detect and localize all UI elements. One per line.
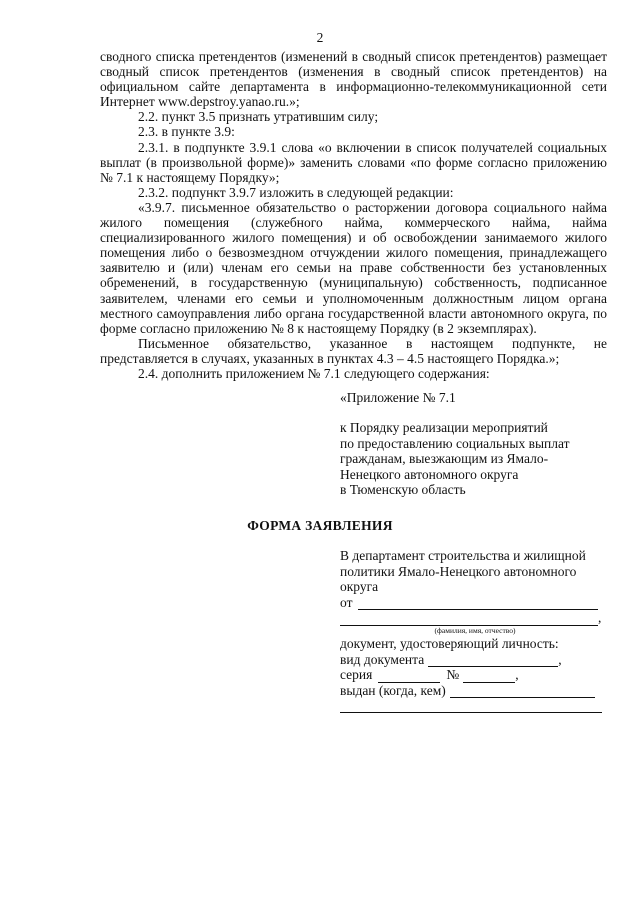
addressee-line: политики Ямало-Ненецкого автономного: [340, 563, 577, 579]
issued-label: выдан (когда, кем): [340, 682, 446, 698]
from-label: от: [340, 594, 353, 610]
form-title: ФОРМА ЗАЯВЛЕНИЯ: [247, 518, 393, 533]
doc-type-field: [340, 652, 610, 668]
appendix-ref-line: Ненецкого автономного округа: [340, 466, 519, 482]
name-blank[interactable]: [340, 611, 598, 626]
doc-type-label: вид документа: [340, 651, 425, 667]
from-blank[interactable]: [358, 597, 598, 610]
name-field: [340, 610, 610, 626]
paragraph-2-3: 2.3. в пункте 3.9:: [138, 124, 235, 140]
appendix-ref-line: гражданам, выезжающим из Ямало-: [340, 451, 549, 467]
document-body: [100, 49, 607, 381]
doc-type-comma: ,: [558, 651, 562, 667]
paragraph-2-3-2: 2.3.2. подпункт 3.9.7 изложить в следующей редакции:: [138, 184, 454, 200]
issued-blank[interactable]: [450, 685, 595, 698]
from-field: [340, 595, 610, 611]
page-number: 2: [316, 30, 324, 45]
paragraph-continuation: сводного списка претендентов (изменений в сводный список претендентов) размещает сводный список претендентов (изменения в сводный список претендентов) на официальном сайте департамента в информационно-телекоммуникационной сети Интернет www.depstroy.yanao.ru.»;: [100, 49, 607, 110]
addressee-line: округа: [340, 579, 379, 595]
id-document-label: документ, удостоверяющий личность:: [340, 635, 559, 651]
paragraph-3-9-7: «3.9.7. письменное обязательство о расторжении договора социального найма жилого помещения (служебного найма, коммерческого найма, найма специализированного жилого помещения) и об освобождении занимаемого жилого помещения либо о безвозмездном отчуждении жилого помещения, принадлежащего заявителю и (или) членам его семьи на праве собственности без установленных обременений, в государственную (муниципальную) собственность, подписанное заявителем, членами его семьи и уполномоченным должностным лицом органа местного самоуправления либо органа государственной власти автономного округа, по форме согласно приложению № 8 к настоящему Порядку (в 2 экземплярах).: [100, 199, 607, 336]
paragraph-obligation-note: Письменное обязательство, указанное в настоящем подпункте, не представляется в случаях, указанных в пунктах 4.3 – 4.5 настоящего Порядка.»;: [100, 335, 607, 366]
appendix-ref-line: к Порядку реализации мероприятий: [340, 420, 548, 435]
appendix-reference: [340, 420, 610, 498]
paragraph-2-4: 2.4. дополнить приложением № 7.1 следующего содержания:: [138, 365, 490, 381]
doc-type-blank[interactable]: [428, 654, 558, 667]
addressee-line: В департамент строительства и жилищной: [340, 548, 586, 563]
name-comma: ,: [598, 610, 602, 626]
paragraph-2-3-1: 2.3.1. в подпункте 3.9.1 слова «о включении в список получателей социальных выплат (в произвольной форме)» заменить словами «по форме согласно приложению № 7.1 к настоящему Порядку»;: [100, 139, 607, 185]
paragraph-2-2: 2.2. пункт 3.5 признать утратившим силу;: [138, 109, 379, 125]
number-label: №: [446, 667, 460, 683]
appendix-ref-line: в Тюменскую область: [340, 482, 466, 498]
addressee-block: [340, 548, 610, 713]
issued-blank-continuation[interactable]: [340, 698, 602, 713]
issued-field: [340, 683, 610, 699]
number-comma: ,: [515, 667, 519, 683]
appendix-ref-line: по предоставлению социальных выплат: [340, 435, 570, 451]
series-label: серия: [340, 667, 373, 683]
number-blank[interactable]: [463, 670, 515, 683]
name-caption: (фамилия, имя, отчество): [434, 625, 516, 635]
series-blank[interactable]: [378, 670, 440, 683]
appendix-title: «Приложение № 7.1: [340, 390, 456, 405]
series-number-field: [340, 667, 610, 683]
